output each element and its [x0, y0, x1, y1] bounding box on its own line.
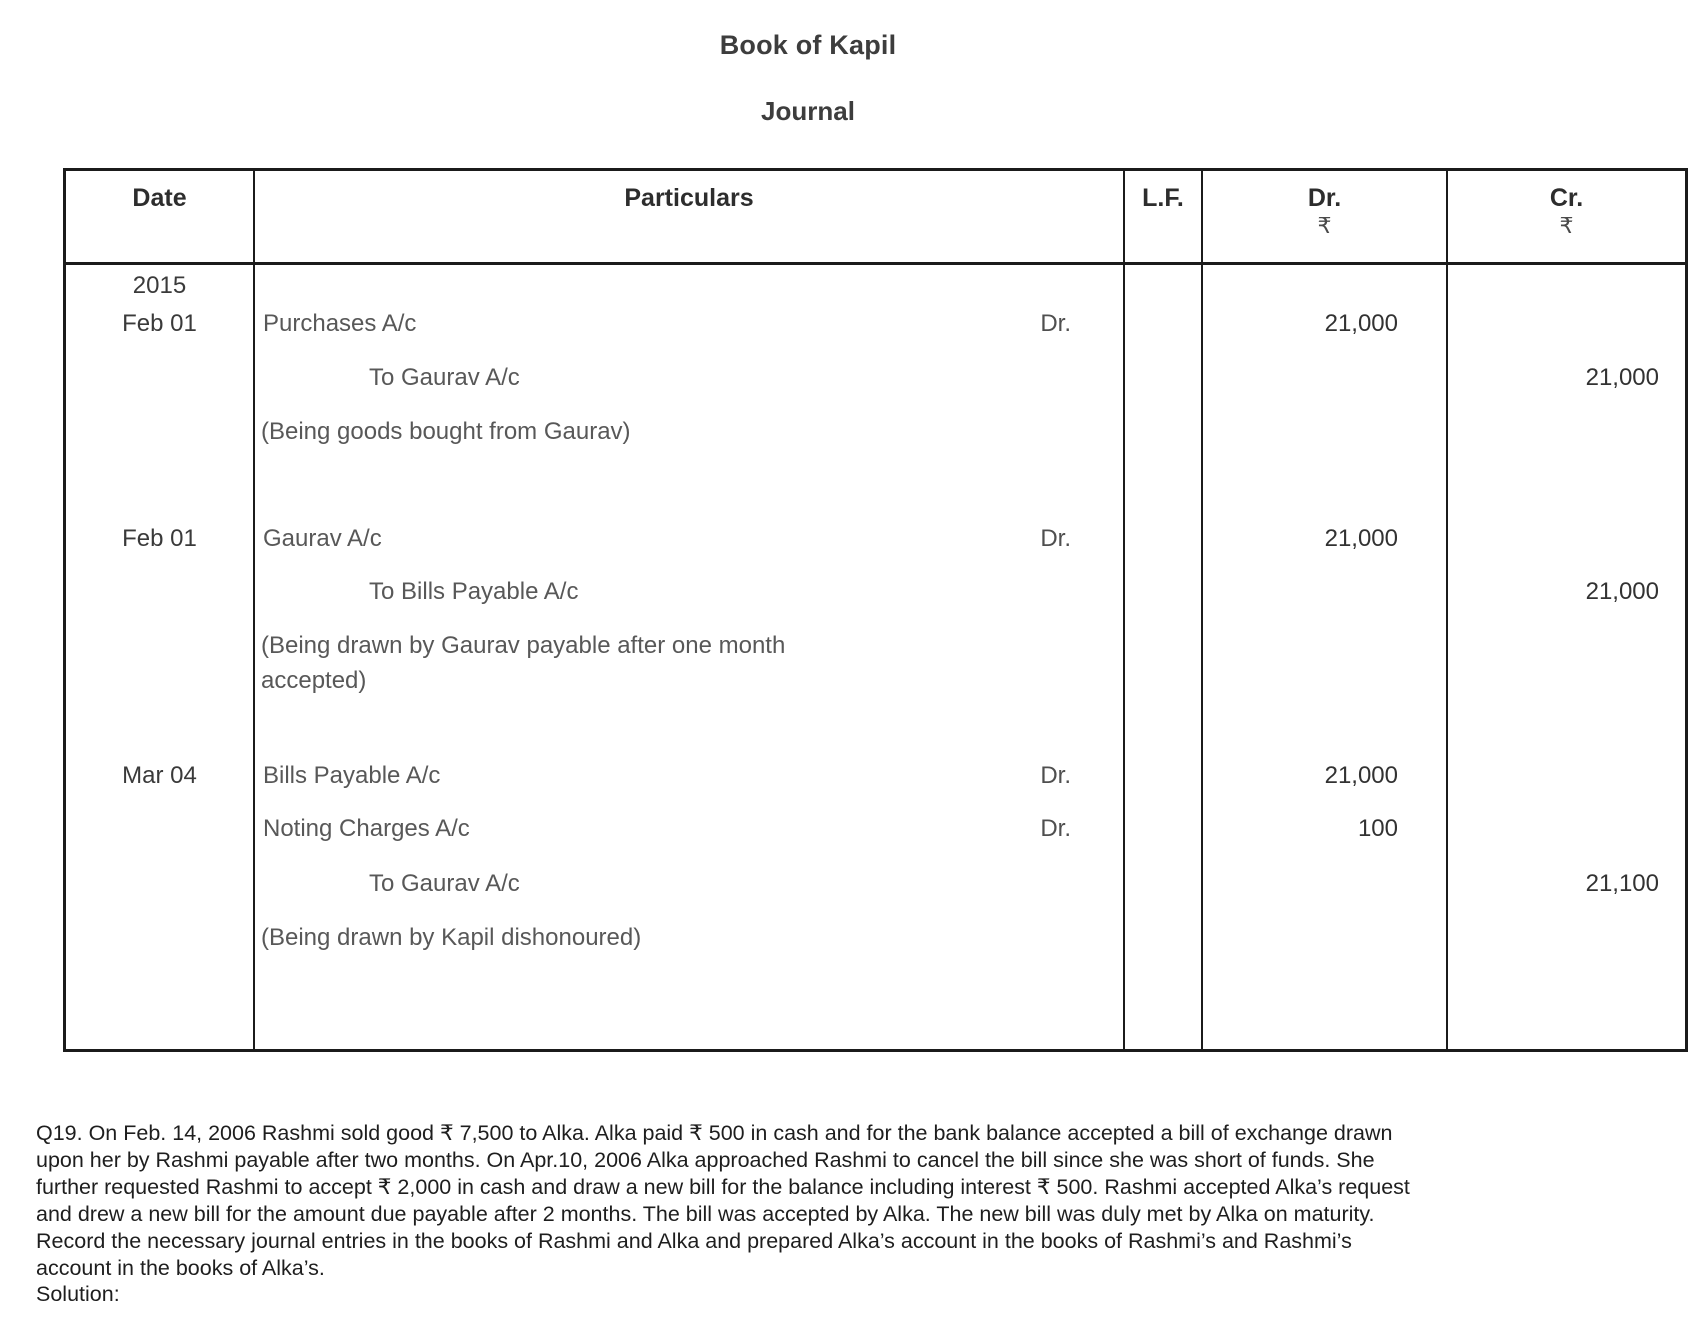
question-line: and drew a new bill for the amount due payable after 2 months. The bill was accepted by Alka. The new bill was duly met by Alka on maturity. — [36, 1201, 1375, 1226]
cr-amount-column — [1448, 265, 1685, 1049]
narration: (Being goods bought from Gaurav) — [261, 418, 631, 445]
cr-amount: 21,000 — [1585, 578, 1659, 605]
account-line: To Bills Payable A/c — [369, 578, 579, 605]
question-line: upon her by Rashmi payable after two months. On Apr.10, 2006 Alka approached Rashmi to cancel the bill since she was short of funds. She — [36, 1147, 1375, 1172]
entry-date: Feb 01 — [122, 310, 197, 337]
dr-amount: 21,000 — [1324, 762, 1398, 789]
column-header-particulars: Particulars — [255, 171, 1125, 262]
dr-side-marker: Dr. — [1040, 815, 1071, 842]
dr-amount: 21,000 — [1324, 525, 1398, 552]
dr-side-marker: Dr. — [1040, 310, 1071, 337]
account-line: Noting Charges A/c — [263, 815, 470, 842]
question-line: further requested Rashmi to accept ₹ 2,000 in cash and draw a new bill for the balance including interest ₹ 500. Rashmi accepted Alka’s request — [36, 1174, 1410, 1199]
column-header-date: Date — [66, 171, 255, 262]
particulars-column — [255, 265, 1125, 1049]
journal-title: Journal — [761, 96, 855, 126]
entry-year: 2015 — [132, 272, 187, 299]
dr-amount-column — [1203, 265, 1448, 1049]
book-title-text: Book of Kapil — [719, 30, 897, 60]
narration-continued: accepted) — [261, 667, 367, 694]
journal-table — [63, 168, 1688, 1052]
question-line: Record the necessary journal entries in the books of Rashmi and Alka and prepared Alka’s account in the books of Rashmi’s and Rashmi’s — [36, 1228, 1352, 1253]
cr-amount: 21,000 — [1585, 364, 1659, 391]
dr-amount: 21,000 — [1324, 310, 1398, 337]
entry-date: Feb 01 — [122, 525, 197, 552]
account-line: Gaurav A/c — [263, 525, 382, 552]
account-line: Purchases A/c — [263, 310, 417, 337]
dr-amount: 100 — [1357, 815, 1398, 842]
account-line: To Gaurav A/c — [369, 364, 520, 391]
column-header-lf: L.F. — [1125, 171, 1203, 262]
cr-amount: 21,100 — [1585, 870, 1659, 897]
rupee-symbol-dr: ₹ — [1317, 213, 1332, 238]
column-header-cr — [1448, 171, 1685, 262]
cr-label: Cr. — [1549, 184, 1584, 212]
account-line: To Gaurav A/c — [369, 870, 520, 897]
dr-label: Dr. — [1307, 184, 1342, 212]
table-body — [66, 265, 1685, 1049]
dr-side-marker: Dr. — [1040, 762, 1071, 789]
table-header-row — [66, 171, 1685, 265]
rupee-symbol-cr: ₹ — [1559, 213, 1574, 238]
solution-label: Solution: — [36, 1282, 120, 1307]
question-line: Q19. On Feb. 14, 2006 Rashmi sold good ₹ 7,500 to Alka. Alka paid ₹ 500 in cash and for the bank balance accepted a bill of exchange drawn — [36, 1121, 1393, 1145]
account-line: Bills Payable A/c — [263, 762, 441, 789]
question-line: account in the books of Alka’s. — [36, 1255, 325, 1280]
narration: (Being drawn by Kapil dishonoured) — [261, 924, 642, 951]
dr-side-marker: Dr. — [1040, 525, 1071, 552]
narration: (Being drawn by Gaurav payable after one month — [261, 632, 786, 659]
lf-column — [1125, 265, 1203, 1049]
entry-date: Mar 04 — [122, 762, 197, 789]
column-header-dr — [1203, 171, 1448, 262]
question-text — [36, 1120, 1596, 1308]
book-title — [0, 30, 1616, 61]
date-column — [66, 265, 255, 1049]
